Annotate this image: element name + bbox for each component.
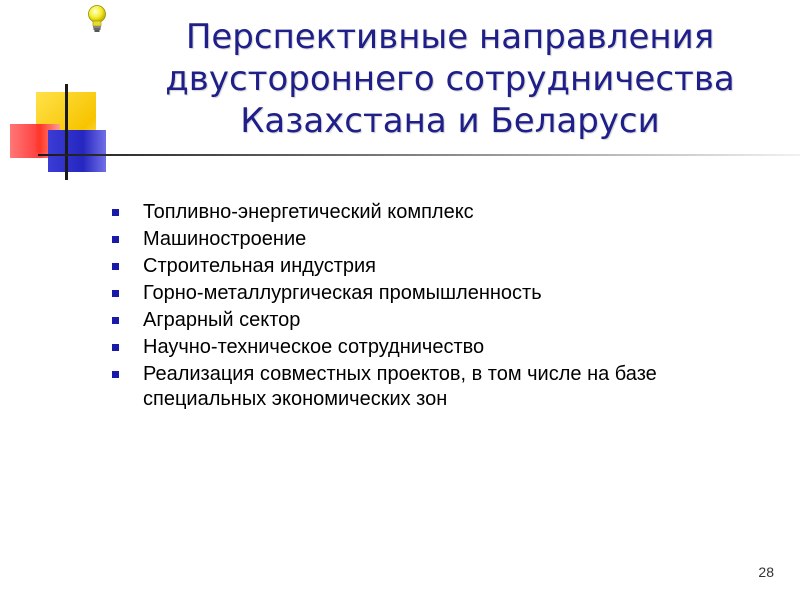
list-item-text: Горно-металлургическая промышленность: [143, 282, 542, 304]
list-item-text: Реализация совместных проектов, в том числе на базе специальных экономических зон: [143, 363, 657, 410]
title-line: Перспективные направления: [185, 17, 715, 57]
bullet-list: [110, 200, 750, 414]
list-item-text: Топливно-энергетический комплекс: [143, 201, 474, 223]
list-item: [110, 362, 750, 412]
list-item-text: Машиностроение: [143, 228, 307, 250]
list-item-text: Научно-техническое сотрудничество: [143, 336, 485, 358]
vertical-rule: [65, 84, 68, 180]
list-item-text: Аграрный сектор: [143, 309, 301, 331]
square-bullet-icon: [112, 209, 119, 216]
slide-title: [150, 16, 750, 142]
square-bullet-icon: [112, 263, 119, 270]
list-item: [110, 227, 750, 252]
page-number: 28: [758, 564, 774, 580]
blue-square: [48, 130, 106, 172]
title-underline: [38, 154, 800, 156]
square-bullet-icon: [112, 290, 119, 297]
square-bullet-icon: [112, 317, 119, 324]
square-bullet-icon: [112, 371, 119, 378]
list-item: [110, 308, 750, 333]
title-line: двустороннего сотрудничества: [165, 59, 735, 99]
square-bullet-icon: [112, 344, 119, 351]
list-item: [110, 200, 750, 225]
square-bullet-icon: [112, 236, 119, 243]
list-item: [110, 335, 750, 360]
list-item-text: Строительная индустрия: [143, 255, 377, 277]
lightbulb-icon: [86, 4, 108, 34]
list-item: [110, 281, 750, 306]
title-line: Казахстана и Беларуси: [240, 101, 660, 141]
list-item: [110, 254, 750, 279]
